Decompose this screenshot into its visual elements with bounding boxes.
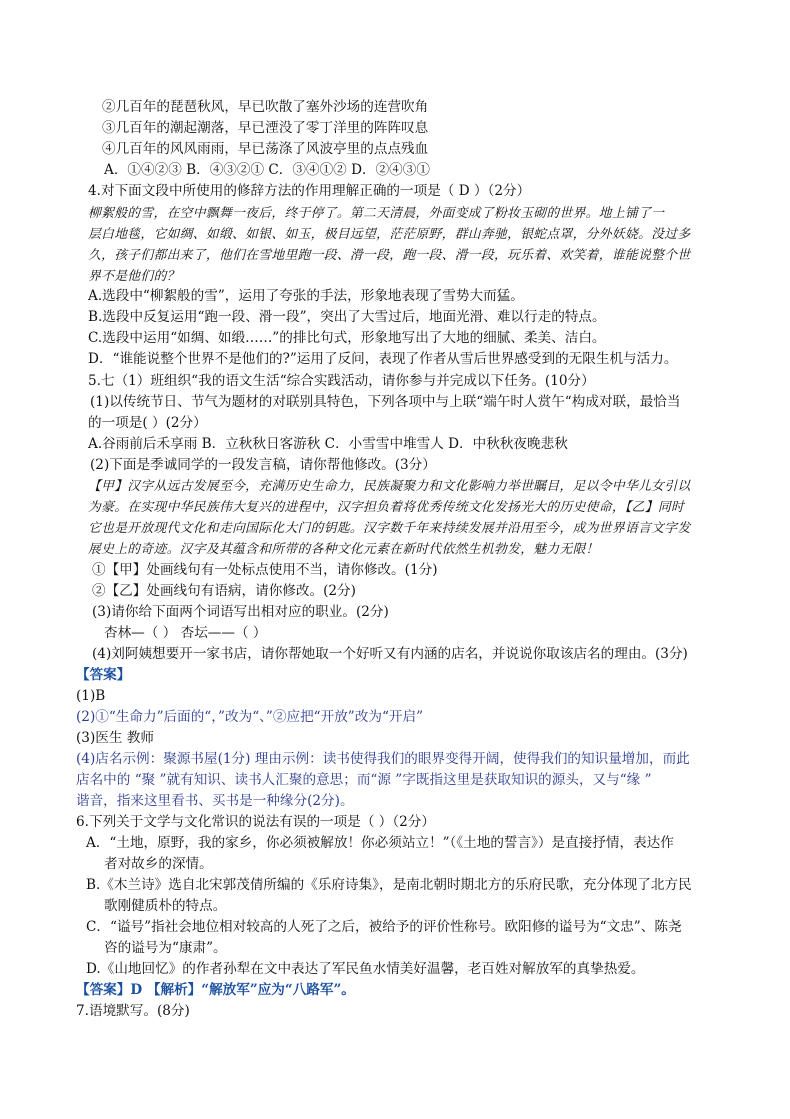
- q4-passage-line: 柳絮般的雪，在空中飘舞一夜后，终于停了。第二天清晨，外面变成了粉妆玉砌的世界。地上铺了一: [88, 206, 665, 221]
- q5-sub3: (3)请你给下面两个词语写出相对应的职业。(2分): [92, 604, 389, 620]
- q6-option-c: 咨的谥号为“康肃”。: [104, 940, 227, 956]
- q6-stem: 6.下列关于文学与文化常识的说法有误的一项是（ ）（2分）: [76, 814, 435, 830]
- q7-stem: 7.语境默写。(8分): [76, 1003, 190, 1019]
- q5-stem: 5.七（1）班组织“我的语文生活“综合实践活动，请你参与并完成以下任务。(10分）: [88, 373, 595, 389]
- q6-answer-text: 【答案】D 【解析】“解放军”应为“八路军”。: [76, 982, 355, 998]
- q4-option-c: C.选段中运用“如绸、如缎……”的排比句式，形象地写出了大地的细腻、柔美、洁白。: [88, 330, 606, 346]
- q5-answer-4: 谐音，指来这里看书、买书是一种缘分(2分)。: [76, 793, 354, 809]
- q6-answer: [76, 981, 355, 1000]
- poem-line-3: ③几百年的潮起潮落，早已湮没了零丁洋里的阵阵叹息: [102, 120, 429, 136]
- q5-task-1: ①【甲】处画线句有一处标点使用不当，请你修改。(1分): [92, 562, 438, 578]
- q5-speech-line: 【甲】汉字从远古发展至今，充满历史生命力，民族凝聚力和文化影响力举世瞩目，足以令中华儿女引以: [88, 479, 691, 494]
- q6-option-d: D.《山地回忆》的作者孙犁在文中表达了军民鱼水情美好温馨，老百姓对解放军的真挚热爱。: [86, 961, 645, 977]
- q6-option-a: 者对故乡的深情。: [104, 856, 213, 872]
- q4-option-d: D．“谁能说整个世界不是他们的?”运用了反问，表现了作者从雪后世界感受到的无限生机与活力。: [88, 351, 678, 367]
- q5-answer-4: 店名中的 “聚 ”就有知识、读书人汇聚的意思；而“源 ”字既指这里是获取知识的源头，又与“缘 ”: [76, 772, 652, 788]
- q4-option-b: B.选段中反复运用“跑一段、滑一段”，突出了大雪过后，地面光滑、难以行走的特点。: [88, 309, 606, 325]
- q5-answer-4: (4)店名示例：聚源书屋(1分) 理由示例：读书使得我们的眼界变得开阔，使得我们的知识量增加，而此: [76, 751, 690, 767]
- q6-option-b: 歌刚健质朴的特点。: [104, 898, 227, 914]
- q5-speech-line: 它也是开放现代文化和走向国际化大门的钥匙。汉字数千年来持续发展并沿用至今，成为世界语言文字发: [88, 521, 691, 536]
- q5-sub1-line: 的一项是( ）(2分）: [88, 415, 207, 431]
- q5-sub4: (4)刘阿姨想要开一家书店，请你帮她取一个好听又有内涵的店名，并说说你取该店名的理由。(3分): [92, 646, 688, 662]
- q4-stem: 4.对下面文段中所使用的修辞方法的作用理解正确的一项是（ D ）（2分）: [88, 183, 531, 199]
- q5-task-2: ②【乙】处画线句有语病，请你修改。(2分): [92, 583, 356, 599]
- q5-answer-2: (2)①“生命力”后面的“，”改为“、”②应把“开放”改为“开启”: [76, 709, 424, 725]
- q5-speech-line: 展史上的奇迹。汉字及其蕴含和所带的各种文化元素在新时代依然生机勃发，魅力无限！: [88, 542, 599, 557]
- q5-sub1-options: A.谷雨前后禾享雨 B．立秋秋日客游秋 C．小雪雪中堆雪人 D．中秋秋夜晚悲秋: [88, 436, 568, 452]
- q5-sub3-words: 杏林—（ ） 杏坛——（ ）: [104, 625, 267, 641]
- q5-answer-1: (1)B: [76, 688, 106, 704]
- q6-option-a: A．“土地，原野，我的家乡，你必须被解放！你必须站立！”（《土地的誓言》）是直接抒情，表达作: [86, 835, 674, 851]
- poem-choices: A．①④②③ B．④③②① C．③④①② D．②④③①: [104, 162, 430, 178]
- poem-line-4: ④几百年的风风雨雨，早已荡涤了风波亭里的点点残血: [102, 141, 429, 157]
- q5-sub2: (2)下面是季诚同学的一段发言稿，请你帮他修改。(3分）: [90, 457, 436, 473]
- q5-speech-line: 为豪。在实现中华民族伟大复兴的进程中，汉字担负着将优秀传统文化发扬光大的历史使命，【乙】同时: [88, 500, 685, 515]
- q5-answer-3: (3)医生 教师: [76, 730, 154, 746]
- q5-answer-label: 【答案】: [76, 667, 131, 683]
- q4-option-a: A.选段中“柳絮般的雪”，运用了夸张的手法，形象地表现了雪势大而猛。: [88, 288, 524, 304]
- q4-passage-line: 层白地毯，它如绸、如缎、如银、如玉，极目远望，茫茫原野，群山奔驰，银蛇点罩，分外妖娆。没过多: [88, 227, 691, 242]
- q4-passage-line: 久，孩子们都出来了，他们在雪地里跑一段、滑一段，跑一段、滑一段，玩乐着、欢笑着，谁能说整个世: [88, 248, 691, 263]
- q6-option-b: B.《木兰诗》选自北宋郭茂倩所编的《乐府诗集》，是南北朝时期北方的乐府民歌，充分体现了北方民: [86, 877, 692, 893]
- q4-passage-line: 界不是他们的？: [88, 269, 180, 284]
- q6-option-c: C．“谥号”指社会地位相对较高的人死了之后，被给予的评价性称号。欧阳修的谥号为“文忠”、陈尧: [86, 919, 682, 935]
- q5-sub1-line: (1)以传统节日、节气为题材的对联别具特色，下列各项中与上联“端午时人赏午“构成对联，最恰当: [90, 394, 681, 410]
- poem-line-2: ②几百年的琵琶秋风，早已吹散了塞外沙场的连营吹角: [102, 99, 429, 115]
